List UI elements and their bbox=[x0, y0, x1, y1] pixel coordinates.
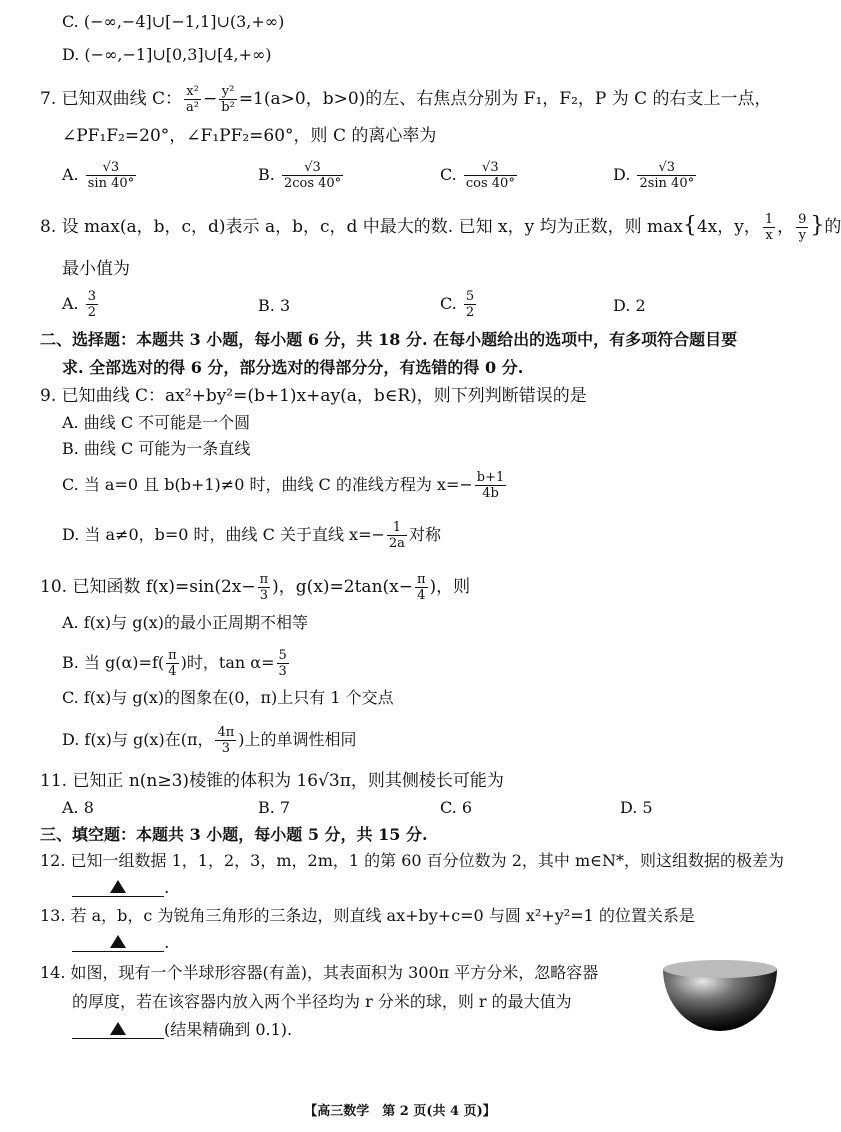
q9-c-pre: C. 当 a=0 且 b(b+1)≠0 时，曲线 C 的准线方程为 x=− bbox=[62, 475, 473, 494]
q8-brace-open: { bbox=[682, 213, 697, 238]
q11-stem: 11. 已知正 n(n≥3)棱锥的体积为 16√3π，则其侧棱长可能为 bbox=[40, 771, 504, 791]
q10-d-den: 3 bbox=[221, 741, 231, 756]
q9-c-frac bbox=[475, 470, 507, 501]
q8-sep: ， bbox=[777, 217, 795, 237]
q9-d-pre: D. 当 a≠0，b=0 时，曲线 C 关于直线 x=− bbox=[62, 525, 385, 544]
q9-option-b: B. 曲线 C 可能为一条直线 bbox=[62, 439, 251, 458]
q11-option-b: B. 7 bbox=[258, 798, 291, 817]
q10-b-d2: 3 bbox=[278, 664, 287, 679]
q8-f1-num: 1 bbox=[764, 212, 774, 227]
q7-b-den: 2cos 40° bbox=[283, 176, 342, 191]
q10-g-den: 4 bbox=[417, 588, 426, 603]
section3-heading: 三、填空题：本题共 3 小题，每小题 5 分，共 15 分. bbox=[40, 825, 428, 844]
q12-answer-line bbox=[72, 876, 169, 900]
q14-note: (结果精确到 0.1). bbox=[164, 1020, 293, 1039]
q8-brace-close: } bbox=[810, 213, 825, 238]
q7-frac-x bbox=[184, 84, 201, 115]
q10-option-d bbox=[62, 725, 357, 756]
q8-a-den: 2 bbox=[87, 305, 97, 320]
q8-f2-num: 9 bbox=[798, 212, 807, 227]
q8-frac-9y bbox=[796, 212, 808, 243]
q8-option-c bbox=[440, 289, 478, 320]
q7-option-a bbox=[62, 160, 138, 191]
q8-stem-line2: 最小值为 bbox=[62, 259, 130, 279]
q10-b-pre: B. 当 g(α)=f( bbox=[62, 653, 165, 672]
q7-stem-line2: ∠PF₁F₂=20°，∠F₁PF₂=60°，则 C 的离心率为 bbox=[62, 126, 437, 146]
q7-minus: − bbox=[203, 89, 218, 109]
q11-option-d: D. 5 bbox=[620, 798, 653, 817]
q10-b-d1: 4 bbox=[168, 664, 177, 679]
q7-option-c bbox=[440, 160, 519, 191]
q12-answer-blank[interactable] bbox=[72, 876, 164, 897]
q7-frac-x-num: x² bbox=[184, 84, 201, 100]
q10-frac-g bbox=[415, 572, 428, 603]
q10-g-num: π bbox=[416, 572, 426, 587]
page-footer: 【高三数学 第 2 页(共 4 页)】 bbox=[304, 1104, 496, 1119]
hemisphere-container-figure bbox=[660, 955, 780, 1035]
q10-b-mid: )时，tan α= bbox=[180, 653, 275, 672]
q10-b-n1: π bbox=[168, 648, 177, 663]
q9-c-num: b+1 bbox=[476, 470, 505, 485]
q7-option-d bbox=[613, 160, 698, 191]
q8-b-label: B. bbox=[258, 296, 275, 315]
q13-end: . bbox=[164, 933, 170, 953]
q9-option-a: A. 曲线 C 不可能是一个圆 bbox=[62, 413, 251, 432]
q10-f-den: 3 bbox=[259, 588, 269, 603]
q7-stem-line1 bbox=[40, 84, 772, 115]
q9-c-den: 4b bbox=[482, 486, 499, 501]
q7-frac-y-den: b² bbox=[221, 100, 235, 115]
q14-stem-line2: 的厚度，若在该容器内放入两个半径均为 r 分米的球，则 r 的最大值为 bbox=[72, 992, 572, 1011]
q9-option-d bbox=[62, 520, 441, 551]
q7-frac-y-num: y² bbox=[219, 84, 237, 100]
q9-d-post: 对称 bbox=[408, 525, 441, 544]
triangle-icon bbox=[110, 935, 126, 948]
q8-stem-line1 bbox=[40, 212, 841, 243]
q10-frac-f bbox=[258, 572, 271, 603]
q7-post: =1(a>0，b>0)的左、右焦点分别为 F₁，F₂，P 为 C 的右支上一点， bbox=[238, 89, 772, 109]
q14-stem-line1: 14. 如图，现有一个半球形容器(有盖)，其表面积为 300π 平方分米，忽略容器 bbox=[40, 963, 599, 982]
q7-a-frac bbox=[86, 160, 136, 191]
q7-frac-y bbox=[219, 84, 237, 115]
section2-heading-line2: 求. 全部选对的得 6 分，部分选对的得部分分，有选错的得 0 分. bbox=[62, 358, 524, 377]
q7-d-label: D. bbox=[613, 165, 631, 184]
q7-b-label: B. bbox=[258, 165, 275, 184]
q7-a-num: √3 bbox=[86, 160, 136, 176]
q10-option-b bbox=[62, 648, 291, 679]
q8-a-frac bbox=[86, 289, 98, 320]
q12-stem: 12. 已知一组数据 1，1，2，3，m，2m，1 的第 60 百分位数为 2，其中 m∈N*，则这组数据的极差为 bbox=[40, 851, 785, 870]
q8-d-label: D. bbox=[613, 296, 631, 315]
q8-d-text: 2 bbox=[635, 296, 646, 315]
q7-b-frac bbox=[282, 160, 343, 191]
q8-c-num: 5 bbox=[465, 289, 475, 304]
q13-answer-line bbox=[72, 931, 169, 955]
q10-stem bbox=[40, 572, 470, 603]
q9-d-den: 2a bbox=[388, 536, 405, 551]
q14-answer-blank[interactable] bbox=[72, 1018, 164, 1039]
q7-c-label: C. bbox=[440, 165, 457, 184]
q9-d-frac bbox=[387, 520, 407, 551]
q10-b-n2: 5 bbox=[278, 648, 287, 663]
q7-c-den: cos 40° bbox=[465, 176, 515, 191]
q6-option-c: C. (−∞,−4]∪[−1,1]∪(3,+∞) bbox=[62, 12, 285, 31]
q10-b-frac1 bbox=[166, 648, 179, 679]
q10-option-a: A. f(x)与 g(x)的最小正周期不相等 bbox=[62, 613, 308, 632]
q7-a-den: sin 40° bbox=[87, 176, 135, 191]
q10-d-num: 4π bbox=[217, 725, 235, 740]
q7-c-num: √3 bbox=[464, 160, 517, 176]
q10-d-post: )上的单调性相同 bbox=[238, 730, 357, 749]
q13-answer-blank[interactable] bbox=[72, 931, 164, 952]
q8-b-text: 3 bbox=[279, 296, 291, 315]
q10-mid: )，g(x)=2tan(x− bbox=[272, 577, 413, 597]
section2-heading-line1: 二、选择题：本题共 3 小题，每小题 6 分，共 18 分. 在每小题给出的选项中，有多项符合题目要 bbox=[40, 330, 738, 349]
q14-answer-line bbox=[72, 1018, 292, 1042]
q10-f-num: π bbox=[259, 572, 269, 587]
q10-pre: 10. 已知函数 f(x)=sin(2x− bbox=[40, 577, 256, 597]
q7-d-num: √3 bbox=[637, 160, 696, 176]
q12-end: . bbox=[164, 878, 170, 898]
q7-d-frac bbox=[637, 160, 696, 191]
q7-frac-x-den: a² bbox=[186, 100, 200, 115]
q8-args: 4x，y， bbox=[696, 217, 761, 237]
q8-option-a bbox=[62, 289, 100, 320]
q8-option-b bbox=[258, 294, 290, 318]
q8-frac-1x bbox=[763, 212, 775, 243]
q10-d-pre: D. f(x)与 g(x)在(π， bbox=[62, 730, 214, 749]
q8-pre: 8. 设 max(a，b，c，d)表示 a，b，c，d 中最大的数. 已知 x，y 均为正数，则 max bbox=[40, 217, 683, 237]
hemisphere-body bbox=[663, 969, 777, 1031]
hemisphere-rim bbox=[663, 960, 777, 978]
q8-c-label: C. bbox=[440, 294, 457, 313]
q9-option-c bbox=[62, 470, 508, 501]
q8-f1-den: x bbox=[765, 228, 773, 243]
q11-option-c: C. 6 bbox=[440, 798, 473, 817]
q7-a-label: A. bbox=[62, 165, 79, 184]
q7-b-num: √3 bbox=[282, 160, 343, 176]
q10-option-c: C. f(x)与 g(x)的图象在(0，π)上只有 1 个交点 bbox=[62, 688, 394, 707]
q8-a-label: A. bbox=[62, 294, 79, 313]
q9-d-num: 1 bbox=[387, 520, 407, 536]
q10-d-frac bbox=[215, 725, 236, 756]
q7-option-b bbox=[258, 160, 345, 191]
q7-d-den: 2sin 40° bbox=[639, 176, 695, 191]
q8-c-frac bbox=[464, 289, 476, 320]
q10-b-frac2 bbox=[277, 648, 289, 679]
q7-pre: 7. 已知双曲线 C： bbox=[40, 89, 183, 109]
q11-option-a: A. 8 bbox=[62, 798, 94, 817]
q8-c-den: 2 bbox=[465, 305, 475, 320]
q7-c-frac bbox=[464, 160, 517, 191]
q8-a-num: 3 bbox=[87, 289, 97, 304]
q9-stem: 9. 已知曲线 C：ax²+by²=(b+1)x+ay(a，b∈R)，则下列判断错误的是 bbox=[40, 386, 587, 406]
q8-option-d bbox=[613, 294, 646, 318]
q6-option-d: D. (−∞,−1]∪[0,3]∪[4,+∞) bbox=[62, 45, 272, 64]
q10-post: )，则 bbox=[429, 577, 471, 597]
q8-f2-den: y bbox=[798, 228, 806, 243]
q13-stem: 13. 若 a，b，c 为锐角三角形的三条边，则直线 ax+by+c=0 与圆 x²+y²=1 的位置关系是 bbox=[40, 906, 695, 925]
triangle-icon bbox=[110, 1022, 126, 1035]
triangle-icon bbox=[110, 880, 126, 893]
q8-post: 的 bbox=[824, 217, 841, 237]
